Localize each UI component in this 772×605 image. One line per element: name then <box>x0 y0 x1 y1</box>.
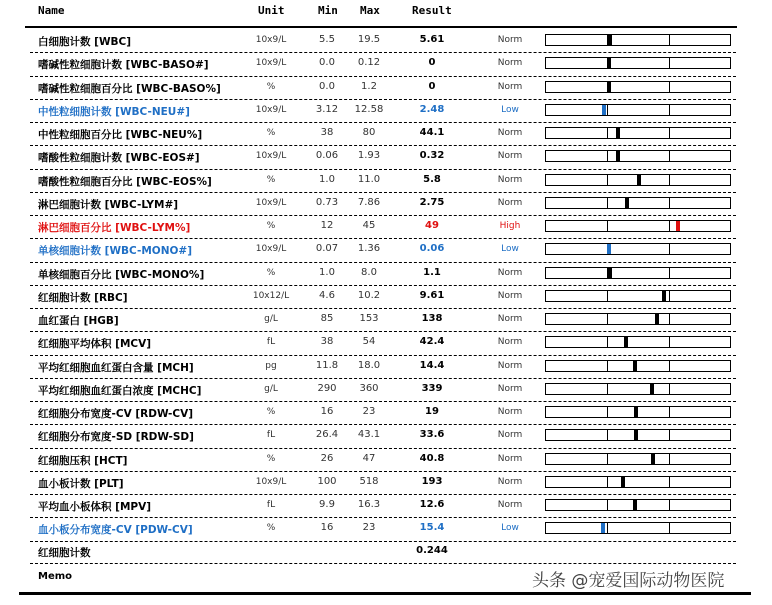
test-name: 红细胞平均体积 [MCV] <box>38 338 152 351</box>
table-row <box>30 309 736 332</box>
max: 45 <box>362 220 376 231</box>
range-min-divider <box>607 454 608 464</box>
status: Norm <box>497 267 523 278</box>
range-bar <box>545 104 731 116</box>
status: Norm <box>497 407 523 417</box>
test-name: 中性粒细胞计数 [WBC-NEU#] <box>38 105 190 118</box>
header-result: Result <box>412 4 452 17</box>
max: 1.93 <box>357 150 381 162</box>
table-row <box>30 216 736 239</box>
min: 3.12 <box>315 103 339 115</box>
status: Low <box>501 104 519 115</box>
range-bar <box>545 336 731 348</box>
result-marker <box>607 58 611 68</box>
result: 193 <box>421 475 443 487</box>
range-max-divider <box>669 407 670 417</box>
unit: % <box>266 81 276 92</box>
result-marker <box>634 407 638 417</box>
result-marker <box>602 105 606 115</box>
unit: 10x9/L <box>255 104 287 115</box>
unit: 10x9/L <box>255 35 287 45</box>
extra-row <box>30 541 736 564</box>
result: 14.4 <box>419 359 445 371</box>
status: Norm <box>497 453 523 464</box>
test-name: 血红蛋白 [HGB] <box>38 315 119 327</box>
test-name: 嗜碱性粒细胞计数 [WBC-BASO#] <box>38 59 209 72</box>
unit: 10x9/L <box>255 244 287 255</box>
test-name: 平均红细胞血红蛋白含量 [MCH] <box>38 361 194 374</box>
range-bar <box>545 476 731 488</box>
test-name: 嗜酸性粒细胞计数 [WBC-EOS#] <box>38 152 200 165</box>
unit: 10x9/L <box>255 58 287 69</box>
status: Norm <box>497 197 523 208</box>
max: 23 <box>362 406 376 417</box>
unit: pg <box>265 360 277 371</box>
unit: 10x9/L <box>255 476 287 487</box>
max: 360 <box>359 382 379 394</box>
test-name: 平均血小板体积 [MPV] <box>38 501 152 513</box>
test-name: 红细胞分布宽度-SD [RDW-SD] <box>38 431 194 444</box>
result-marker <box>616 151 620 161</box>
range-bar <box>545 197 731 209</box>
unit: 10x9/L <box>255 197 287 208</box>
result: 0 <box>428 80 436 92</box>
table-row <box>30 449 736 472</box>
range-max-divider <box>669 128 670 138</box>
range-min-divider <box>607 291 608 301</box>
max: 1.2 <box>361 80 377 92</box>
table-row <box>30 77 736 100</box>
range-bar <box>545 57 731 69</box>
result-marker <box>608 35 612 45</box>
status: Norm <box>497 430 523 441</box>
min: 290 <box>317 382 337 394</box>
result: 138 <box>421 313 443 324</box>
result-marker <box>651 454 655 464</box>
max: 153 <box>359 313 379 324</box>
range-bar <box>545 406 731 418</box>
test-name: 单核细胞计数 [WBC-MONO#] <box>38 245 193 258</box>
range-bar <box>545 267 731 279</box>
range-min-divider <box>607 407 608 417</box>
result: 5.61 <box>419 34 445 45</box>
min: 26 <box>320 452 334 464</box>
max: 518 <box>359 475 379 487</box>
range-bar <box>545 220 731 232</box>
header-unit: Unit <box>258 4 285 17</box>
range-max-divider <box>669 500 670 510</box>
range-min-divider <box>607 500 608 510</box>
test-name: 淋巴细胞百分比 [WBC-LYM%] <box>38 222 191 234</box>
range-bar <box>545 522 731 534</box>
max: 47 <box>362 452 376 464</box>
range-bar <box>545 243 731 255</box>
range-max-divider <box>669 198 670 208</box>
range-max-divider <box>669 105 670 115</box>
max: 54 <box>362 336 376 348</box>
result-marker <box>655 314 659 324</box>
test-name: 淋巴细胞计数 [WBC-LYM#] <box>38 198 179 211</box>
status: Norm <box>497 81 523 92</box>
result-marker <box>624 337 628 347</box>
range-min-divider <box>607 221 608 231</box>
min: 9.9 <box>319 499 335 510</box>
range-max-divider <box>669 361 670 371</box>
range-max-divider <box>669 523 670 533</box>
status: Norm <box>497 35 523 45</box>
unit: g/L <box>264 383 278 394</box>
max: 18.0 <box>357 359 381 371</box>
status: Norm <box>497 290 523 301</box>
test-name: 红细胞分布宽度-CV [RDW-CV] <box>38 408 194 420</box>
unit: 10x9/L <box>255 151 287 162</box>
range-max-divider <box>669 35 670 45</box>
status: Norm <box>497 128 523 138</box>
result-marker <box>634 430 638 440</box>
max: 16.3 <box>357 499 381 510</box>
memo-label: Memo <box>38 571 73 582</box>
result: 2.75 <box>419 196 445 208</box>
result-marker <box>616 128 620 138</box>
max: 43.1 <box>357 429 381 441</box>
result-marker <box>608 268 612 278</box>
range-max-divider <box>669 221 670 231</box>
table-row <box>30 100 736 123</box>
test-name: 嗜碱性粒细胞百分比 [WBC-BASO%] <box>38 82 221 95</box>
result: 0.06 <box>419 243 445 255</box>
status: Norm <box>497 476 523 487</box>
range-max-divider <box>669 244 670 254</box>
table-row <box>30 472 736 495</box>
table-row <box>30 379 736 402</box>
min: 0.06 <box>315 150 339 162</box>
test-name: 中性粒细胞百分比 [WBC-NEU%] <box>38 129 203 141</box>
result-marker <box>601 523 605 533</box>
max: 12.58 <box>354 103 384 115</box>
max: 0.12 <box>357 57 381 69</box>
result-marker <box>607 82 611 92</box>
result-marker <box>625 198 629 208</box>
status: Norm <box>497 174 523 185</box>
table-row <box>30 332 736 355</box>
range-bar <box>545 313 731 325</box>
max: 1.36 <box>357 243 381 255</box>
unit: % <box>266 453 276 464</box>
result-marker <box>676 221 680 231</box>
result: 9.61 <box>419 289 445 301</box>
status: Norm <box>497 314 523 324</box>
table-row <box>30 123 736 146</box>
range-bar <box>545 290 731 302</box>
min: 0.07 <box>315 243 339 255</box>
result: 40.8 <box>419 452 445 464</box>
range-max-divider <box>669 384 670 394</box>
result-marker <box>650 384 654 394</box>
result: 0.32 <box>419 150 445 162</box>
min: 11.8 <box>315 359 339 371</box>
result-marker <box>621 477 625 487</box>
range-min-divider <box>607 314 608 324</box>
range-min-divider <box>607 523 608 533</box>
result: 1.1 <box>423 266 441 278</box>
result: 5.8 <box>423 173 441 185</box>
table-row <box>30 170 736 193</box>
table-row <box>30 425 736 448</box>
range-max-divider <box>669 268 670 278</box>
range-min-divider <box>607 105 608 115</box>
test-name: 血小板计数 [PLT] <box>38 477 124 490</box>
test-name: 红细胞计数 [RBC] <box>38 291 128 304</box>
result-marker <box>633 500 637 510</box>
range-bar <box>545 174 731 186</box>
table-row <box>30 53 736 76</box>
range-bar <box>545 81 731 93</box>
unit: 10x12/L <box>252 290 290 301</box>
extra-name: 红细胞计数 <box>38 547 91 559</box>
max: 7.86 <box>357 196 381 208</box>
min: 0.0 <box>319 57 335 69</box>
table-row <box>30 495 736 518</box>
max: 11.0 <box>357 173 381 185</box>
table-row <box>30 356 736 379</box>
result-marker <box>607 244 611 254</box>
test-name: 红细胞压积 [HCT] <box>38 454 128 467</box>
min: 12 <box>320 220 334 231</box>
range-min-divider <box>607 361 608 371</box>
range-min-divider <box>607 175 608 185</box>
result: 339 <box>421 382 443 394</box>
min: 4.6 <box>319 289 335 301</box>
range-max-divider <box>669 314 670 324</box>
test-name: 血小板分布宽度-CV [PDW-CV] <box>38 524 193 537</box>
status: Norm <box>497 500 523 510</box>
footer-divider <box>19 592 751 595</box>
watermark: 头条 @宠爱国际动物医院 <box>532 571 725 591</box>
result-marker <box>637 175 641 185</box>
range-max-divider <box>669 151 670 161</box>
min: 0.0 <box>319 80 335 92</box>
range-bar <box>545 127 731 139</box>
result: 33.6 <box>419 429 445 441</box>
result: 44.1 <box>419 127 445 138</box>
unit: % <box>266 523 276 534</box>
test-name: 单核细胞百分比 [WBC-MONO%] <box>38 268 205 281</box>
unit: fL <box>266 337 276 348</box>
status: Norm <box>497 151 523 162</box>
min: 26.4 <box>315 429 339 441</box>
unit: g/L <box>264 314 278 324</box>
result-marker <box>662 291 666 301</box>
unit: % <box>266 174 276 185</box>
status: Norm <box>497 360 523 371</box>
range-max-divider <box>669 430 670 440</box>
max: 19.5 <box>357 34 381 45</box>
result: 19 <box>425 406 439 417</box>
status: Norm <box>497 383 523 394</box>
range-min-divider <box>607 151 608 161</box>
range-max-divider <box>669 175 670 185</box>
header-max: Max <box>360 4 380 17</box>
result: 15.4 <box>419 522 445 534</box>
range-min-divider <box>607 430 608 440</box>
range-max-divider <box>669 82 670 92</box>
min: 38 <box>320 127 334 138</box>
range-min-divider <box>607 337 608 347</box>
result: 2.48 <box>419 103 445 115</box>
unit: % <box>266 267 276 278</box>
test-name: 嗜酸性粒细胞百分比 [WBC-EOS%] <box>38 175 212 188</box>
range-bar <box>545 499 731 511</box>
status: High <box>499 221 521 231</box>
result: 42.4 <box>419 336 445 348</box>
range-min-divider <box>607 477 608 487</box>
range-bar <box>545 360 731 372</box>
header-divider <box>25 26 737 28</box>
table-row <box>30 30 736 53</box>
result: 49 <box>425 220 439 231</box>
min: 1.0 <box>319 266 335 278</box>
test-name: 白细胞计数 [WBC] <box>38 36 132 48</box>
min: 100 <box>317 475 337 487</box>
range-min-divider <box>607 384 608 394</box>
range-bar <box>545 150 731 162</box>
max: 80 <box>362 127 376 138</box>
unit: fL <box>266 500 276 510</box>
status: Norm <box>497 58 523 69</box>
result: 12.6 <box>419 499 445 510</box>
header-name: Name <box>38 4 65 17</box>
range-max-divider <box>669 477 670 487</box>
table-row <box>30 518 736 541</box>
table-row <box>30 239 736 262</box>
header-min: Min <box>318 4 338 17</box>
range-max-divider <box>669 58 670 68</box>
status: Low <box>501 244 519 255</box>
table-row <box>30 286 736 309</box>
min: 16 <box>320 406 334 417</box>
range-bar <box>545 383 731 395</box>
range-min-divider <box>607 198 608 208</box>
unit: % <box>266 407 276 417</box>
table-row <box>30 193 736 216</box>
range-bar <box>545 453 731 465</box>
max: 10.2 <box>357 289 381 301</box>
max: 8.0 <box>361 266 377 278</box>
table-row <box>30 146 736 169</box>
range-bar <box>545 429 731 441</box>
min: 16 <box>320 522 334 534</box>
min: 85 <box>320 313 334 324</box>
range-max-divider <box>669 291 670 301</box>
table-row <box>30 402 736 425</box>
min: 1.0 <box>319 173 335 185</box>
max: 23 <box>362 522 376 534</box>
status: Norm <box>497 337 523 348</box>
range-max-divider <box>669 337 670 347</box>
min: 0.73 <box>315 196 339 208</box>
status: Low <box>501 523 519 534</box>
range-max-divider <box>669 454 670 464</box>
extra-result: 0.244 <box>416 545 448 556</box>
range-bar <box>545 34 731 46</box>
min: 5.5 <box>319 34 335 45</box>
unit: fL <box>266 430 276 441</box>
unit: % <box>266 128 276 138</box>
min: 38 <box>320 336 334 348</box>
range-min-divider <box>607 128 608 138</box>
unit: % <box>266 221 276 231</box>
result: 0 <box>428 57 436 69</box>
table-row <box>30 263 736 286</box>
test-name: 平均红细胞血红蛋白浓度 [MCHC] <box>38 384 202 397</box>
result-marker <box>633 361 637 371</box>
